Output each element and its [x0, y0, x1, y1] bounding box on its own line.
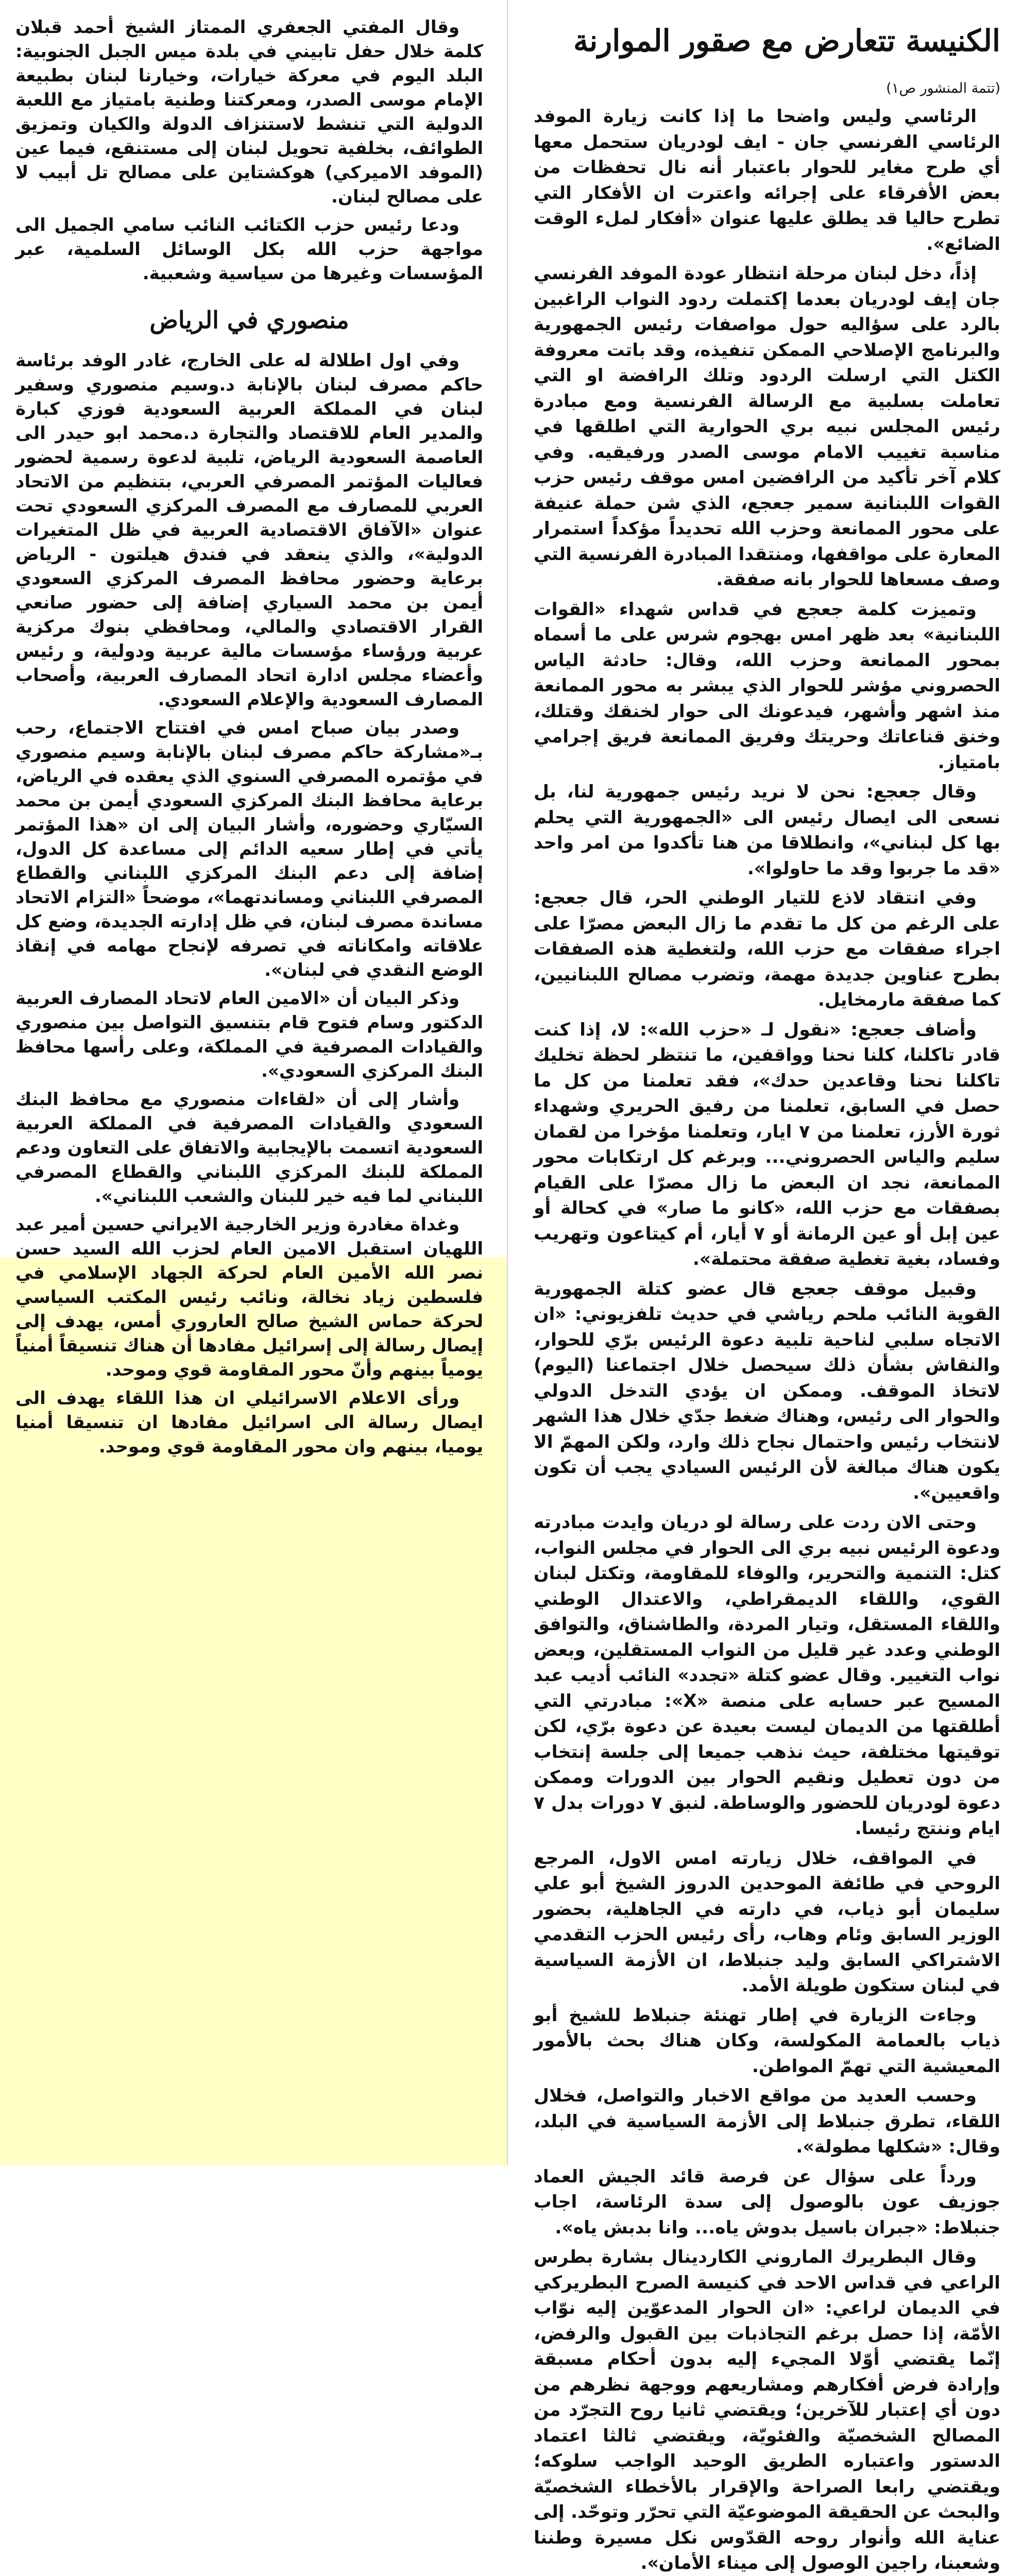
paragraph: إذاً، دخل لبنان مرحلة انتظار عودة الموفد الفرنسي جان إيف لودريان بعدما إكتملت ردود النواب الراغبين بالرد على سؤاليه حول مواصفات رئيس الجمهورية والبرنامج الإصلاحي الممكن تنفيذه، وقد باتت معروفة الكتل التي ارسلت الردود وتلك الرافضة او التي تعاملت بسلبية مع الرسالة الفرنسية ومع مبادرة رئيس المجلس نبيه بري الحوارية التي اطلقها في مناسبة تغييب الامام موسى الصدر ورفيقيه. وفي كلام آخر تأكيد من الرافضين امس موقف رئيس حزب القوات اللبنانية سمير جعجع، الذي شن حملة عنيفة على محور الممانعة وحزب الله تحديداً مؤكداً استمرار المعارة على مواقفها، ومنتقدا المبادرة الفرنسية التي وصف مسعاها للحوار بانه صفقة.	[534, 263, 1000, 590]
paragraph: ورأى الاعلام الاسرائيلي ان هذا اللقاء يهدف الى ايصال رسالة الى اسرائيل مفادها ان تنسيقا أمنيا يوميا، بينهم وان محور المقاومة قوي وموحد.	[15, 1388, 483, 1457]
paragraph: وأضاف جعجع: «نقول لـ «حزب الله»: لا، إذا كنت قادر تاكلنا، كلنا نحنا وواقفين، ما تنتظر لحظة تخليك تاكلنا نحنا وقاعدين حدك»، فقد تعلمنا من كل ما حصل في السابق، تعلمنا من رفيق الحريري وشهداء ثورة الأرز، تعلمنا من ٧ ايار، وتعلمنا مؤخرا من لقمان سليم والياس الحصروني... وبرغم كل ارتكابات محور الممانعة، نجد ان البعض ما زال مصرّا على القيام بصفقات مع حزب الله، «كانو ما صار» في كحالة أو عين إبل أو عين الرمانة أو ٧ أيار، أم كيتاعون وتهريب وفساد، بغية تغطية صفقة محتملة».	[534, 1019, 1000, 1269]
article-headline: الكنيسة تتعارض مع صقور الموارنة	[573, 23, 1000, 58]
paragraph: وذكر البيان أن «الامين العام لاتحاد المصارف العربية الدكتور وسام فتوح قام بتنسيق التواصل بين منصوري والقيادات المصرفية في المملكة، وعلى رأسها محافظ البنك المركزي السعودي».	[15, 988, 483, 1081]
paragraph: وقبيل موقف جعجع قال عضو كتلة الجمهورية القوية النائب ملحم رياشي في حديث تلفزيوني: «ان الاتجاه سلبي لناحية تلبية دعوة الرئيس برّي للحوار، والنقاش بشأن ذلك سيحصل خلال اجتماعنا (اليوم) لاتخاذ الموقف. وممكن ان يؤدي التدخل الدولي والحوار الى رئيس، وهناك ضغط جدّي خلال هذا الشهر لانتخاب رئيس واحتمال نجاح ذلك وارد، ولكن المهمّ الا يكون هناك مبالغة لأن الرئيس السيادي يجب أن تكون واقعيين».	[534, 1278, 1000, 1503]
section-subheading: منصوري في الرياض	[149, 306, 349, 334]
article-column-right	[507, 0, 1022, 2573]
continuation-note: (تتمة المنشور ص١)	[886, 80, 1000, 96]
paragraph: الرئاسي وليس واضحا ما إذا كانت زيارة الموفد الرئاسي الفرنسي جان - ايف لودريان ستحمل معها أي طرح مغاير للحوار باعتبار أنه نال تحفظات من بعض الأفرقاء على إجرائه واعترت ان الأفكار التي تطرح حاليا قد يطلق عليها عنوان «أفكار لملء الوقت الضائع».	[534, 106, 1000, 255]
paragraph: وغداة مغادرة وزير الخارجية الايراني حسين أمير عبد اللهيان استقبل الامين العام لحزب الله السيد حسن نصر الله الأمين العام لحركة الجهاد الإسلامي في فلسطين زياد نخالة، ونائب رئيس المكتب السياسي لحركة حماس الشيخ صالح العاروري أمس، يهدف إلى إيصال رسالة إلى إسرائيل مفادها أن هناك تنسيقاً أمنياً يومياً بينهم وأنّ محور المقاومة قوي وموحد.	[15, 1214, 483, 1380]
paragraph: وجاءت الزيارة في إطار تهنئة جنبلاط للشيخ أبو ذياب بالعمامة المكولسة، وكان هناك بحث بالأمور المعيشية التي تهمّ المواطن.	[534, 2005, 1000, 2077]
article-column-left	[0, 0, 507, 2165]
paragraph: وتميزت كلمة جعجع في قداس شهداء «القوات اللبنانية» بعد ظهر امس بهجوم شرس على ما أسماه بمحور الممانعة وحزب الله، وقال: حادثة الياس الحصروني مؤشر للحوار الذي يبشر به محور الممانعة منذ اشهر وأشهر، فيدعونك الى حوار لخنقك وقتلك، وخنق قناعاتك وحريتك وفريق الممانعة فريق إجرامي بامتياز.	[534, 599, 1000, 773]
paragraph: وقال جعجع: نحن لا نريد رئيس جمهورية لنا، بل نسعى الى ايصال رئيس الى «الجمهورية التي يحلم بها كل لبناني»، وانطلاقا من هنا تأكدوا من امر واحد «قد ما جربوا وقد ما حاولوا».	[534, 782, 1000, 879]
paragraph: ودعا رئيس حزب الكتائب النائب سامي الجميل الى مواجهة حزب الله بكل الوسائل السلمية، عبر المؤسسات وغيرها من سياسية وشعبية.	[15, 215, 483, 284]
paragraph: وقال المفتي الجعفري الممتاز الشيخ أحمد قبلان كلمة خلال حفل تابيني في بلدة ميس الجبل الجنوبية: البلد اليوم في معركة خيارات، وخيارنا لبنان بطبيعة الإمام موسى الصدر، ومعركتنا وطنية بامتياز مع اللعبة الدولية التي تنشط لاستنزاف الدولة والكيان وتمزيق الطوائف، بخلفية تحويل لبنان إلى مستنقع، فيما عين (الموفد الاميركي) هوكشتاين على مصالح تل أبيب لا على مصالح لبنان.	[15, 17, 483, 207]
paragraph: وحسب العديد من مواقع الاخبار والتواصل، فخلال اللقاء، تطرق جنبلاط إلى الأزمة السياسية في البلد، وقال: «شكلها مطولة».	[534, 2086, 1000, 2157]
right-body	[534, 104, 1000, 2576]
paragraph: وأشار إلى أن «لقاءات منصوري مع محافظ البنك السعودي والقيادات المصرفية في المملكة العربية السعودية اتسمت بالإيجابية والاتفاق على التعاون ودعم المملكة للبنك المركزي اللبناني والقطاع المصرفي اللبناني لما فيه خير للبنان والشعب اللبناني».	[15, 1089, 483, 1207]
paragraph: وصدر بيان صباح امس في افتتاح الاجتماع، رحب بـ«مشاركة حاكم مصرف لبنان بالإنابة وسيم منصوري في مؤتمره المصرفي السنوي الذي يعقده في الرياض، برعاية محافظ البنك المركزي السعودي أيمن بن محمد السيّاري وحضوره، وأشار البيان إلى ان «هذا المؤتمر يأتي في إطار سعيه الدائم إلى مساعدة كل الدول، إضافة إلى دعم البنك المركزي اللبناني والقطاع المصرفي اللبناني ومساندتهما»، موضحاً «التزام الاتحاد مساندة مصرف لبنان، في ظل إدارته الجديدة، وضع كل علاقاته وامكاناته في تصرفه لإنجاح مهامه في إنقاذ الوضع النقدي في لبنان».	[15, 718, 483, 980]
paragraph: وحتى الان ردت على رسالة لو دريان وايدت مبادرته ودعوة الرئيس نبيه بري الى الحوار في مجلس النواب، كتل: التنمية والتحرير، والوفاء للمقاومة، وتكتل لبنان القوي، واللقاء الديمقراطي، والاعتدال الوطني واللقاء المستقل، وتيار المردة، والطاشناق، والتوافق الوطني وعدد غير قليل من النواب المستقلين، وبعض نواب التغيير. وقال عضو كتلة «تجدد» النائب أديب عبد المسيح عبر حسابه على منصة «X»: مبادرتي التي أطلقتها من الديمان ليست بعيدة عن دعوة برّي، لكن توقيتها مختلفة، حيث نذهب جميعا إلى جلسة إنتخاب من دون تعطيل ونقيم الحوار بين الدورات وممكن دعوة لودريان للحضور والوساطة. لنبق ٧ دورات بدل ٧ ايام وننتج رئيسا.	[534, 1512, 1000, 1839]
paragraph: وقال البطريرك الماروني الكاردينال بشارة بطرس الراعي في قداس الاحد في كنيسة الصرح البطريركي في الديمان لراعي: «ان الحوار المدعوّين إليه نوّاب الأمّة، إذا حصل برغم التجاذبات بين القبول والرفض، إنّما يقتضي أوّلا المجيء إليه بدون أحكام مسبقة وإرادة فرض أفكارهم ومشاريعهم ووجهة نظرهم من دون أي إعتبار للآخرين؛ ويقتضي ثانيا روح التجرّد من المصالح الشخصيّة والفئويّة، ويقتضي ثالثا اعتماد الدستور واعتباره الطريق الوحيد الواجب سلوكه؛ ويقتضي رابعا الصراحة والإقرار بالأخطاء الشخصيّة والبحث عن الحقيقة الموضوعيّة التي تحرّر وتوحّد. إلى عناية الله وأنوار روحه القدّوس نكل مسيرة وطننا وشعبنا، راجين الوصول إلى ميناء الأمان».	[534, 2247, 1000, 2573]
paragraph: وفي انتقاد لاذع للتيار الوطني الحر، قال جعجع: على الرغم من كل ما تقدم ما زال البعض مصرّا على اجراء صفقات مع حزب الله، ولتغطية هذه الصفقات بطرح عناوين جديدة مهمة، وتضرب مصالح اللبنانيين، كما صفقة مارمخايل.	[534, 888, 1000, 1010]
paragraph: ورداً على سؤال عن فرصة قائد الجيش العماد جوزيف عون بالوصول إلى سدة الرئاسة، اجاب جنبلاط: «جبران باسيل بدوش ياه... وانا بدبش ياه».	[534, 2166, 1000, 2238]
paragraph: في المواقف، خلال زيارته امس الاول، المرجع الروحي في طائفة الموحدين الدروز الشيخ أبو علي سليمان أبو ذياب، في دارته في الجاهلية، بحضور الوزير السابق وئام وهاب، رأى رئيس الحزب التقدمي الاشتراكي السابق وليد جنبلاط، ان الأزمة السياسية في لبنان ستكون طويلة الأمد.	[534, 1848, 1000, 1996]
paragraph: وفي اول اطلالة له على الخارج، غادر الوفد برئاسة حاكم مصرف لبنان بالإنابة د.وسيم منصوري وسفير لبنان في المملكة العربية السعودية فوزي كبارة والمدير العام للاقتصاد والتجارة د.محمد ابو حيدر الى العاصمة السعودية الرياض، تلبية لدعوة رسمية لحضور فعاليات المؤتمر المصرفي العربي، بتنظيم من الاتحاد العربي للمصارف مع المصرف المركزي السعودي تحت عنوان «الآفاق الاقتصادية العربية في ظل المتغيرات الدولية»، والذي ينعقد في فندق هيلتون - الرياض برعاية وحضور محافظ المصرف المركزي السعودي أيمن بن محمد السياري إضافة إلى حضور صانعي القرار الاقتصادي والمالي، ومحافظي بنوك مركزية عربية ورؤساء مؤسسات مالية عربية ودولية، و رئيس وأعضاء مجلس ادارة اتحاد المصارف العربية، وأصحاب المصارف السعودية والإعلام السعودي.	[15, 350, 483, 710]
